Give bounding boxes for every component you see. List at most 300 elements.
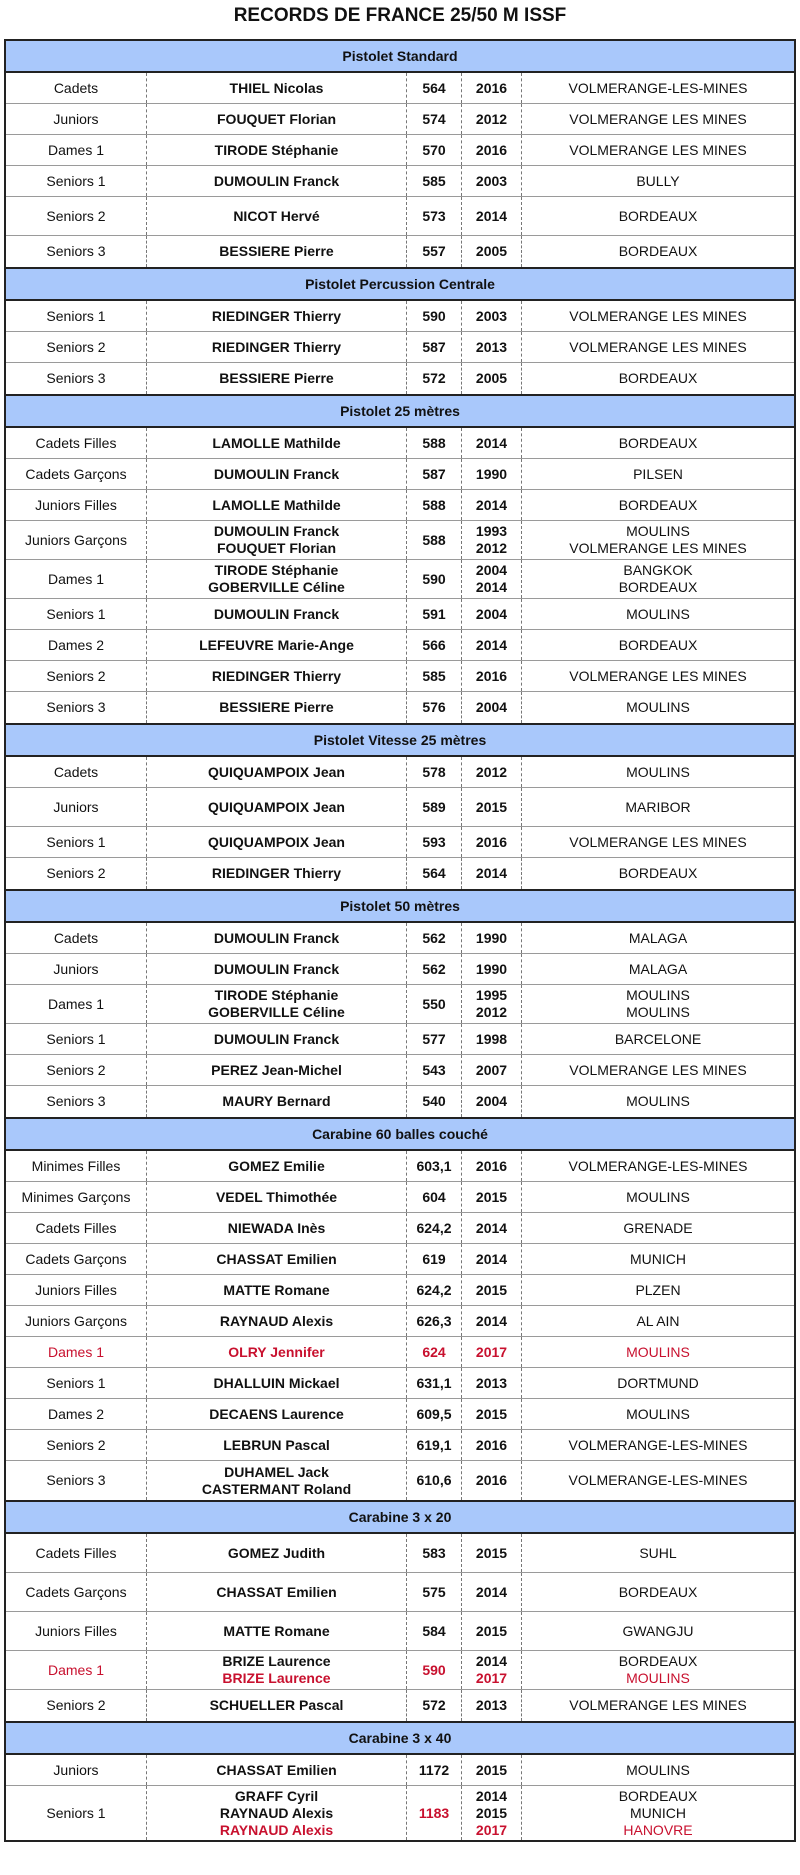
year-cell-line: 2014 [475,1787,508,1804]
score-cell: 588 [406,490,461,520]
city-cell-line: MOULINS [626,763,690,780]
year-cell [461,197,521,235]
name-cell-line: QUIQUAMPOIX Jean [208,763,345,780]
city-cell-line: SUHL [639,1544,677,1561]
name-cell [146,1612,406,1650]
name-cell-line: GOBERVILLE Céline [208,1004,345,1020]
table-row [6,1182,794,1213]
name-cell-line: CHASSAT Emilien [216,1761,337,1778]
year-cell [461,1651,521,1689]
category-cell: Seniors 1 [46,172,106,189]
score-cell: 543 [406,1055,461,1085]
name-cell [146,954,406,984]
score-cell: 583 [406,1534,461,1572]
year-cell [461,1430,521,1460]
city-cell-line: MOULINS [626,1188,690,1205]
category-cell: Dames 2 [47,636,105,653]
name-cell [146,135,406,165]
name-cell [146,1086,406,1117]
name-cell-line: CASTERMANT Roland [201,1480,352,1497]
table-row [6,135,794,166]
name-cell-line: TIRODE Stéphanie [214,141,339,158]
year-cell-line: 2003 [475,307,508,324]
table-row [6,985,794,1024]
city-cell [521,1024,794,1054]
year-cell-line: 2012 [475,1004,508,1020]
city-cell [521,1182,794,1212]
city-cell-line: VOLMERANGE-LES-MINES [568,1472,748,1488]
city-cell [521,827,794,857]
year-cell [461,1461,521,1500]
table-row [6,858,794,889]
year-cell [461,1534,521,1572]
name-cell-line: GOMEZ Judith [227,1544,326,1561]
city-cell-line: GRENADE [623,1219,693,1236]
name-cell-line: DUMOULIN Franck [213,172,340,189]
score-cell: 624,2 [406,1275,461,1305]
records-table [4,39,796,1842]
city-cell [521,166,794,196]
name-cell [146,1151,406,1181]
year-cell [461,560,521,598]
name-cell [146,459,406,489]
name-cell-line: MATTE Romane [223,1622,330,1639]
section [6,267,794,394]
city-cell-line: BANGKOK [623,562,693,578]
name-cell [146,1055,406,1085]
city-cell-line: VOLMERANGE LES MINES [569,833,747,850]
year-cell-line: 1990 [475,929,508,946]
name-cell [146,630,406,660]
year-cell [461,858,521,889]
category-cell: Seniors 1 [46,1030,106,1047]
table-row [6,428,794,459]
score-cell: 557 [406,236,461,267]
city-cell-line: VOLMERANGE LES MINES [569,110,747,127]
city-cell [521,1399,794,1429]
score-cell: 590 [406,560,461,598]
year-cell [461,954,521,984]
score-cell: 576 [406,692,461,723]
city-cell-line: AL AIN [636,1312,680,1329]
table-row [6,521,794,560]
score-cell: 593 [406,827,461,857]
year-cell [461,1024,521,1054]
year-cell-line: 1998 [475,1030,508,1047]
score-cell: 550 [406,985,461,1023]
name-cell-line: OLRY Jennifer [228,1343,325,1360]
year-cell [461,1213,521,1243]
name-cell-line: DECAENS Laurence [209,1405,344,1422]
year-cell-line: 2016 [475,1157,508,1174]
name-cell [146,1244,406,1274]
section [6,41,794,267]
score-cell: 624,2 [406,1213,461,1243]
name-cell [146,923,406,953]
table-row [6,560,794,599]
city-cell-line: BARCELONE [614,1030,702,1047]
name-cell-line: LAMOLLE Mathilde [212,434,341,451]
year-cell [461,459,521,489]
city-cell-line: MOULINS [626,1761,690,1778]
year-cell-line: 2014 [475,1250,508,1267]
name-cell [146,1337,406,1367]
name-cell [146,521,406,559]
category-cell: Seniors 1 [46,833,106,850]
name-cell [146,661,406,691]
year-cell [461,363,521,394]
name-cell-line: NICOT Hervé [233,207,320,224]
year-cell-line: 2015 [475,1405,508,1422]
year-cell-line: 2014 [475,636,508,653]
name-cell-line: CHASSAT Emilien [216,1250,337,1267]
city-cell-line: MOULINS [626,1093,690,1109]
table-row [6,1024,794,1055]
name-cell-line: DUMOULIN Franck [213,605,340,622]
city-cell [521,1086,794,1117]
category-cell: Cadets [53,763,99,780]
name-cell-line: BESSIERE Pierre [219,243,334,259]
section [6,1500,794,1721]
name-cell [146,1786,406,1840]
name-cell-line: RAYNAUD Alexis [219,1821,334,1838]
category-cell: Juniors Filles [35,496,117,513]
city-cell-line: BORDEAUX [618,370,698,386]
city-cell [521,1430,794,1460]
name-cell [146,332,406,362]
section-header: Pistolet 50 mètres [6,889,794,923]
year-cell [461,1055,521,1085]
year-cell-line: 2007 [475,1061,508,1078]
score-cell: 604 [406,1182,461,1212]
name-cell [146,428,406,458]
year-cell-line: 2015 [475,798,508,815]
score-cell: 587 [406,332,461,362]
year-cell-line: 1995 [475,987,508,1003]
section-header: Carabine 60 balles couché [6,1117,794,1151]
name-cell-line: DUMOULIN Franck [213,465,340,482]
city-cell [521,363,794,394]
city-cell-line: VOLMERANGE LES MINES [569,307,747,324]
table-row [6,73,794,104]
city-cell-line: VOLMERANGE LES MINES [569,1697,747,1713]
city-cell [521,985,794,1023]
city-cell [521,599,794,629]
year-cell [461,1086,521,1117]
category-cell: Seniors 3 [46,243,106,259]
city-cell-line: VOLMERANGE-LES-MINES [568,1157,748,1174]
category-cell: Seniors 1 [46,1804,106,1821]
year-cell [461,1337,521,1367]
year-cell [461,692,521,723]
category-cell: Seniors 2 [46,1436,106,1453]
year-cell-line: 2013 [475,338,508,355]
year-cell-line: 2014 [475,865,508,881]
name-cell-line: DUMOULIN Franck [213,523,340,539]
table-row [6,104,794,135]
year-cell [461,1306,521,1336]
name-cell [146,1275,406,1305]
year-cell-line: 2012 [475,110,508,127]
name-cell-line: CHASSAT Emilien [216,1583,337,1600]
year-cell-line: 2015 [475,1281,508,1298]
category-cell: Juniors [53,798,99,815]
table-row [6,1461,794,1500]
city-cell-line: MOULINS [626,1405,690,1422]
name-cell-line: LAMOLLE Mathilde [212,496,341,513]
name-cell-line: QUIQUAMPOIX Jean [208,833,345,850]
year-cell-line: 2004 [475,1093,508,1109]
year-cell [461,1573,521,1611]
table-row [6,1399,794,1430]
section [6,1117,794,1500]
year-cell-line: 2012 [475,540,508,556]
year-cell [461,827,521,857]
score-cell: 619 [406,1244,461,1274]
table-row [6,166,794,197]
city-cell [521,630,794,660]
city-cell-line: HANOVRE [623,1821,693,1838]
city-cell [521,1786,794,1840]
name-cell-line: MAURY Bernard [222,1093,331,1109]
year-cell [461,1399,521,1429]
score-cell: 626,3 [406,1306,461,1336]
category-cell: Cadets Garçons [25,1250,127,1267]
table-row [6,1368,794,1399]
name-cell [146,490,406,520]
year-cell [461,1275,521,1305]
city-cell [521,197,794,235]
table-row [6,459,794,490]
year-cell [461,73,521,103]
year-cell [461,788,521,826]
table-row [6,788,794,827]
score-cell: 591 [406,599,461,629]
score-cell: 578 [406,757,461,787]
name-cell [146,692,406,723]
year-cell-line: 2014 [475,434,508,451]
city-cell-line: BORDEAUX [618,434,698,451]
year-cell-line: 1990 [475,960,508,977]
table-row [6,301,794,332]
score-cell: 1172 [406,1755,461,1785]
name-cell [146,1690,406,1721]
year-cell [461,166,521,196]
year-cell-line: 2017 [475,1343,508,1360]
city-cell-line: VOLMERANGE LES MINES [569,338,747,355]
city-cell [521,692,794,723]
year-cell [461,1151,521,1181]
city-cell [521,521,794,559]
city-cell-line: BORDEAUX [618,496,698,513]
name-cell [146,236,406,267]
score-cell: 564 [406,858,461,889]
city-cell [521,73,794,103]
name-cell-line: FOUQUET Florian [217,540,336,556]
city-cell [521,1151,794,1181]
score-cell: 631,1 [406,1368,461,1398]
name-cell [146,1399,406,1429]
year-cell-line: 1993 [475,523,508,539]
year-cell [461,301,521,331]
year-cell-line: 2016 [475,79,508,96]
table-row [6,923,794,954]
name-cell [146,363,406,394]
name-cell-line: DUMOULIN Franck [213,929,340,946]
score-cell: 575 [406,1573,461,1611]
score-cell: 624 [406,1337,461,1367]
year-cell-line: 2017 [475,1670,508,1686]
city-cell-line: MUNICH [630,1804,686,1821]
table-row [6,1151,794,1182]
name-cell-line: GOMEZ Emilie [228,1157,325,1174]
score-cell: 619,1 [406,1430,461,1460]
category-cell: Minimes Filles [31,1157,121,1174]
table-row [6,827,794,858]
score-cell: 540 [406,1086,461,1117]
city-cell-line: VOLMERANGE-LES-MINES [568,1436,748,1453]
city-cell-line: PLZEN [635,1281,681,1298]
year-cell [461,135,521,165]
section-header: Pistolet Vitesse 25 mètres [6,723,794,757]
section-header: Pistolet Percussion Centrale [6,267,794,301]
table-row [6,332,794,363]
table-row [6,1213,794,1244]
year-cell [461,490,521,520]
table-row [6,1055,794,1086]
city-cell [521,236,794,267]
year-cell-line: 2016 [475,1436,508,1453]
score-cell: 585 [406,661,461,691]
year-cell [461,1182,521,1212]
year-cell-line: 2016 [475,667,508,684]
city-cell-line: BORDEAUX [618,636,698,653]
table-row [6,1337,794,1368]
year-cell-line: 2015 [475,1188,508,1205]
name-cell [146,197,406,235]
category-cell: Juniors [53,960,99,977]
city-cell-line: BORDEAUX [618,243,698,259]
table-row [6,1651,794,1690]
city-cell-line: MOULINS [626,605,690,622]
name-cell-line: BRIZE Laurence [222,1653,331,1669]
year-cell-line: 2013 [475,1697,508,1713]
year-cell-line: 2015 [475,1622,508,1639]
name-cell-line: DUMOULIN Franck [213,1030,340,1047]
section [6,1721,794,1840]
city-cell-line: BORDEAUX [618,579,698,595]
section [6,394,794,723]
category-cell: Juniors [53,110,99,127]
year-cell-line: 2012 [475,763,508,780]
city-cell [521,104,794,134]
score-cell: 589 [406,788,461,826]
name-cell [146,1368,406,1398]
category-cell: Cadets Filles [35,1219,117,1236]
category-cell: Dames 1 [47,1343,105,1360]
year-cell-line: 2004 [475,699,508,715]
city-cell [521,954,794,984]
year-cell [461,599,521,629]
year-cell [461,1368,521,1398]
name-cell-line: FOUQUET Florian [217,110,336,127]
year-cell [461,521,521,559]
city-cell [521,923,794,953]
score-cell: 1183 [406,1786,461,1840]
category-cell: Dames 1 [47,1661,105,1678]
year-cell-line: 2015 [475,1804,508,1821]
city-cell-line: BORDEAUX [618,207,698,224]
category-cell: Cadets Filles [35,434,117,451]
city-cell [521,1368,794,1398]
year-cell-line: 2014 [475,496,508,513]
name-cell [146,1755,406,1785]
section-header: Carabine 3 x 20 [6,1500,794,1534]
category-cell: Juniors Garçons [25,1312,127,1329]
city-cell [521,490,794,520]
category-cell: Seniors 3 [46,1472,106,1488]
score-cell: 588 [406,428,461,458]
name-cell [146,1461,406,1500]
category-cell: Cadets Garçons [25,1583,127,1600]
name-cell [146,166,406,196]
table-row [6,1612,794,1651]
table-row [6,236,794,267]
category-cell: Seniors 1 [46,605,106,622]
score-cell: 590 [406,1651,461,1689]
year-cell-line: 2014 [475,207,508,224]
city-cell-line: BORDEAUX [618,1787,698,1804]
name-cell-line: NIEWADA Inès [227,1219,326,1236]
category-cell: Seniors 2 [46,338,106,355]
city-cell-line: DORTMUND [617,1374,699,1391]
category-cell: Dames 1 [47,995,105,1012]
category-cell: Minimes Garçons [21,1188,131,1205]
category-cell: Juniors [53,1761,99,1778]
name-cell [146,560,406,598]
name-cell-line: PEREZ Jean-Michel [211,1061,342,1078]
category-cell: Seniors 3 [46,1093,106,1109]
category-cell: Cadets Filles [35,1544,117,1561]
name-cell-line: QUIQUAMPOIX Jean [208,798,345,815]
table-row [6,1275,794,1306]
name-cell-line: LEBRUN Pascal [223,1436,330,1453]
name-cell-line: THIEL Nicolas [229,79,324,96]
score-cell: 610,6 [406,1461,461,1500]
score-cell: 566 [406,630,461,660]
year-cell [461,1690,521,1721]
score-cell: 585 [406,166,461,196]
category-cell: Seniors 3 [46,699,106,715]
name-cell-line: BESSIERE Pierre [219,699,334,715]
table-row [6,599,794,630]
year-cell [461,630,521,660]
table-row [6,363,794,394]
name-cell [146,1573,406,1611]
name-cell [146,827,406,857]
table-row [6,1573,794,1612]
score-cell: 573 [406,197,461,235]
city-cell-line: MOULINS [626,1343,690,1360]
table-row [6,661,794,692]
year-cell [461,104,521,134]
name-cell [146,73,406,103]
year-cell-line: 2013 [475,1374,508,1391]
score-cell: 609,5 [406,1399,461,1429]
name-cell [146,1213,406,1243]
year-cell-line: 2014 [475,1219,508,1236]
name-cell-line: RIEDINGER Thierry [211,865,342,881]
